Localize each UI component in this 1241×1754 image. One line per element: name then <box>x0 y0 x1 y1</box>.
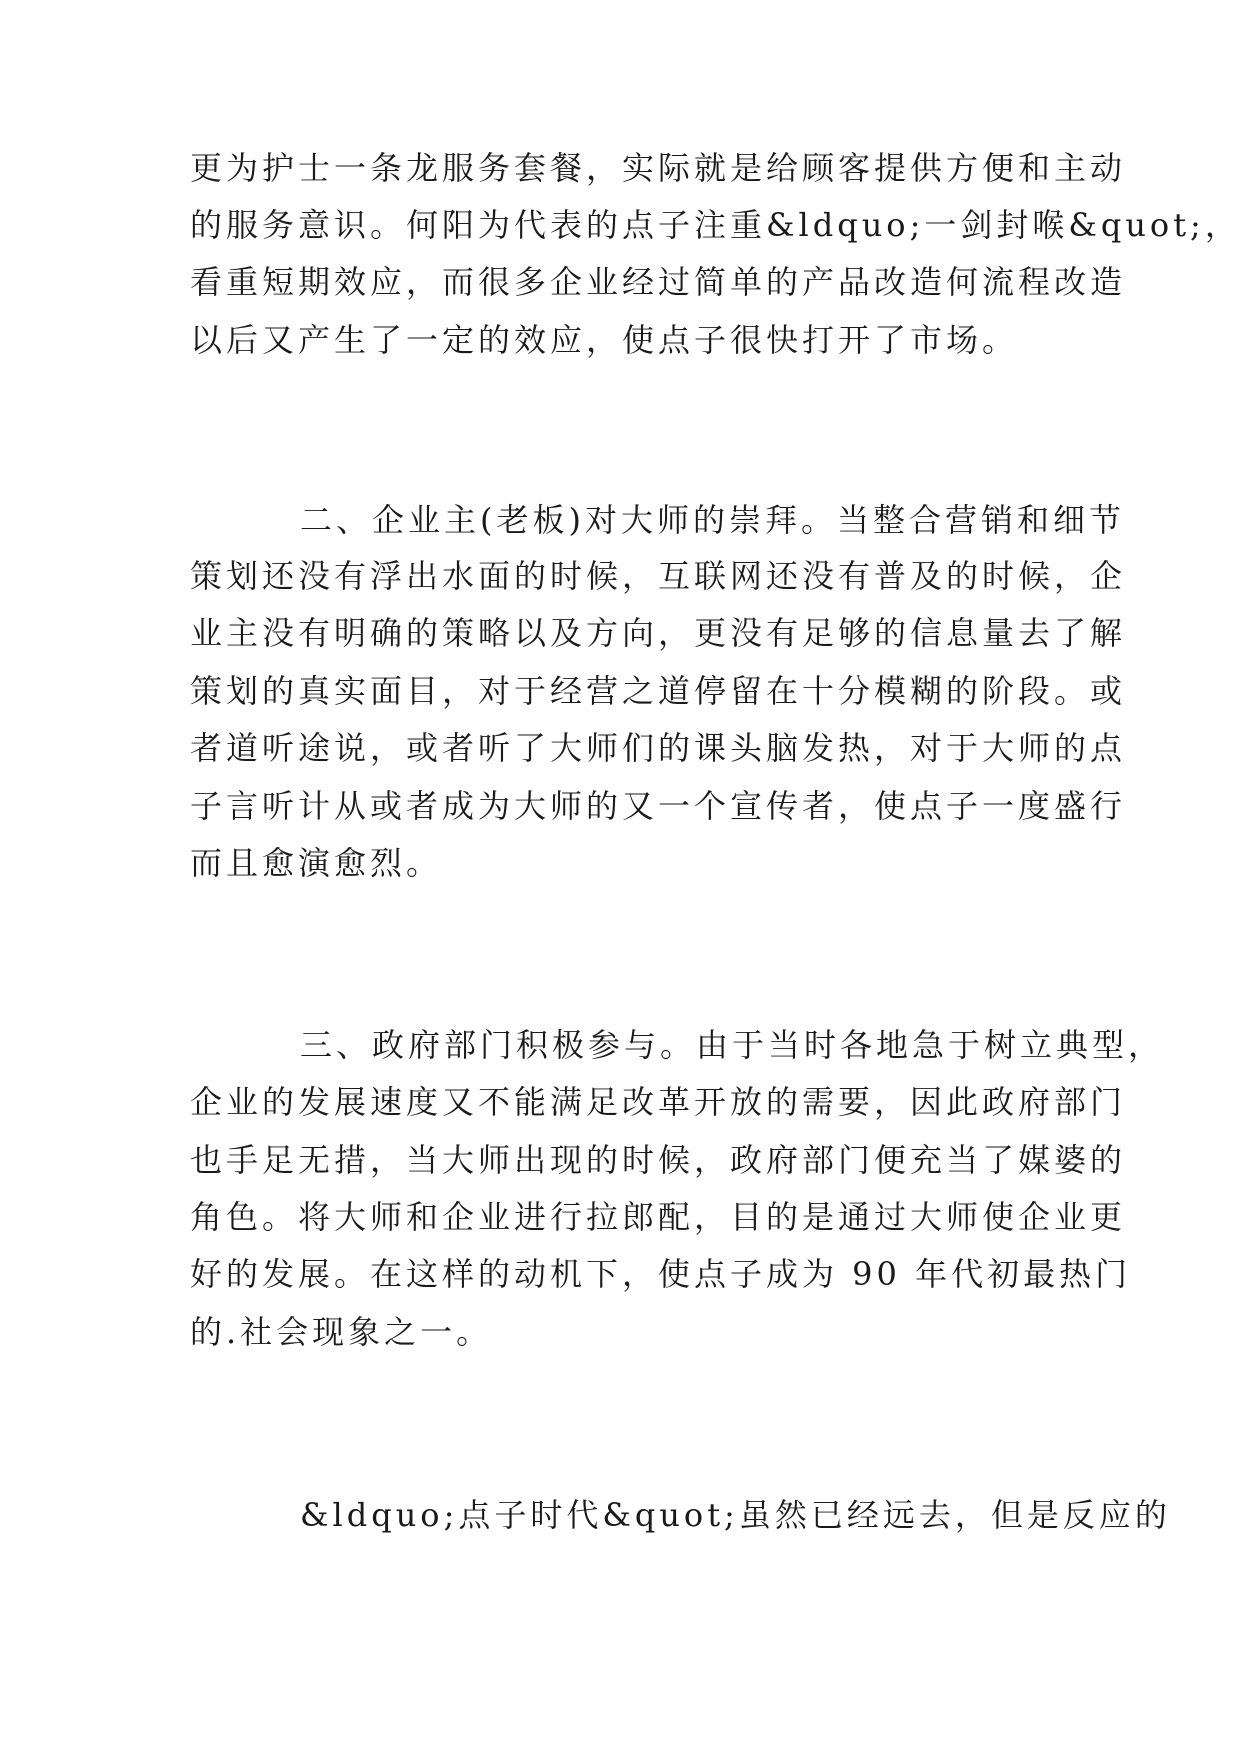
paragraph-2-line-4: 策划的真实面目，对于经营之道停留在十分模糊的阶段。或 <box>190 672 1127 710</box>
paragraph-4-line-1: &ldquo;点子时代&quot;虽然已经远去，但是反应的 <box>300 1496 1171 1534</box>
paragraph-3-line-5: 好的发展。在这样的动机下，使点子成为 90 年代初最热门 <box>190 1255 1132 1293</box>
paragraph-3-line-3: 也手足无措，当大师出现的时候，政府部门便充当了媒婆的 <box>190 1141 1127 1179</box>
paragraph-3-line-6: 的.社会现象之一。 <box>190 1313 493 1351</box>
paragraph-2-line-5: 者道听途说，或者听了大师们的课头脑发热，对于大师的点 <box>190 729 1127 767</box>
paragraph-2-line-2: 策划还没有浮出水面的时候，互联网还没有普及的时候，企 <box>190 557 1127 595</box>
paragraph-1-line-1: 更为护士一条龙服务套餐，实际就是给顾客提供方便和主动 <box>190 149 1127 187</box>
paragraph-1-line-3: 看重短期效应，而很多企业经过简单的产品改造何流程改造 <box>190 263 1127 301</box>
paragraph-1-line-4: 以后又产生了一定的效应，使点子很快打开了市场。 <box>190 321 1019 359</box>
paragraph-1-line-2: 的服务意识。何阳为代表的点子注重&ldquo;一剑封喉&quot;， <box>190 206 1241 244</box>
paragraph-3-line-2: 企业的发展速度又不能满足改革开放的需要，因此政府部门 <box>190 1083 1127 1121</box>
paragraph-2-line-1: 二、企业主(老板)对大师的崇拜。当整合营销和细节 <box>300 501 1125 539</box>
paragraph-2-line-3: 业主没有明确的策略以及方向，更没有足够的信息量去了解 <box>190 614 1127 652</box>
paragraph-2-line-7: 而且愈演愈烈。 <box>190 844 443 882</box>
paragraph-2-line-6: 子言听计从或者成为大师的又一个宣传者，使点子一度盛行 <box>190 787 1127 825</box>
paragraph-3-line-4: 角色。将大师和企业进行拉郎配，目的是通过大师使企业更 <box>190 1198 1127 1236</box>
paragraph-3-line-1: 三、政府部门积极参与。由于当时各地急于树立典型， <box>300 1026 1165 1064</box>
